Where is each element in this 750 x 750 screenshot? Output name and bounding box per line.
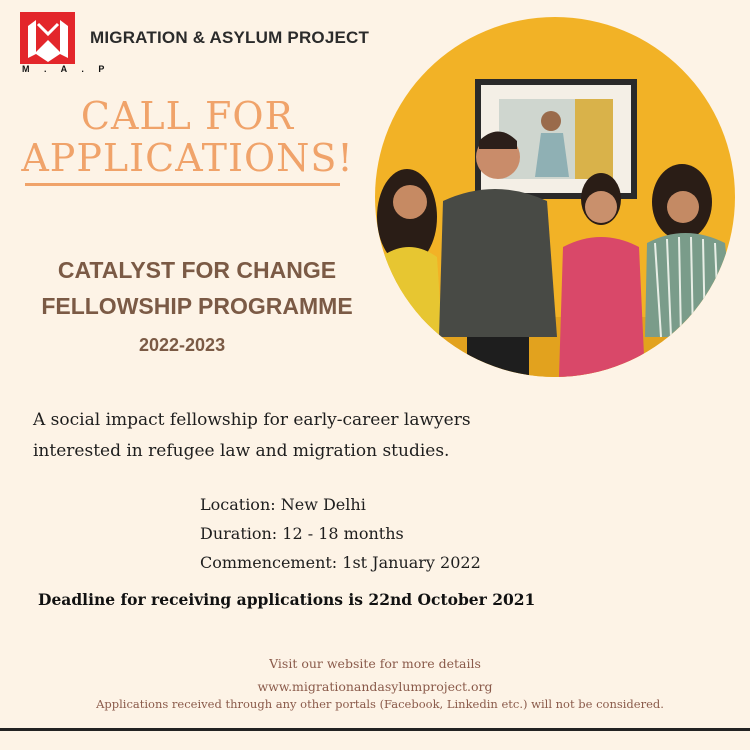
website-link[interactable]: www.migrationandasylumproject.org — [257, 679, 493, 694]
logo-letters: M . A . P — [22, 64, 111, 74]
footer-visit — [0, 652, 750, 698]
fellowship-details — [200, 490, 481, 577]
programme-line2: FELLOWSHIP PROGRAMME — [41, 293, 353, 319]
detail-duration: Duration: 12 - 18 months — [200, 524, 404, 543]
org-name: MIGRATION & ASYLUM PROJECT — [90, 28, 370, 47]
description-line1: A social impact fellowship for early-career lawyers — [33, 410, 471, 430]
detail-location: Location: New Delhi — [200, 495, 366, 514]
visit-text: Visit our website for more details — [269, 656, 481, 671]
headline-line2: APPLICATIONS! — [21, 136, 354, 180]
description-line2: interested in refugee law and migration studies. — [33, 441, 450, 461]
bottom-divider — [0, 728, 750, 731]
detail-commencement: Commencement: 1st January 2022 — [200, 553, 481, 572]
portals-note: Applications received through any other portals (Facebook, Linkedin etc.) will not be considered. — [96, 697, 664, 711]
headline — [10, 95, 365, 179]
headline-underline — [25, 183, 340, 186]
fellowship-description — [33, 405, 471, 467]
deadline-text: Deadline for receiving applications is 22nd October 2021 — [38, 590, 536, 609]
programme-line1: CATALYST FOR CHANGE — [57, 257, 337, 283]
programme-years: 2022-2023 — [139, 335, 226, 355]
programme-title — [22, 252, 372, 324]
headline-line1: CALL FOR — [80, 94, 295, 138]
team-photo — [375, 17, 735, 377]
